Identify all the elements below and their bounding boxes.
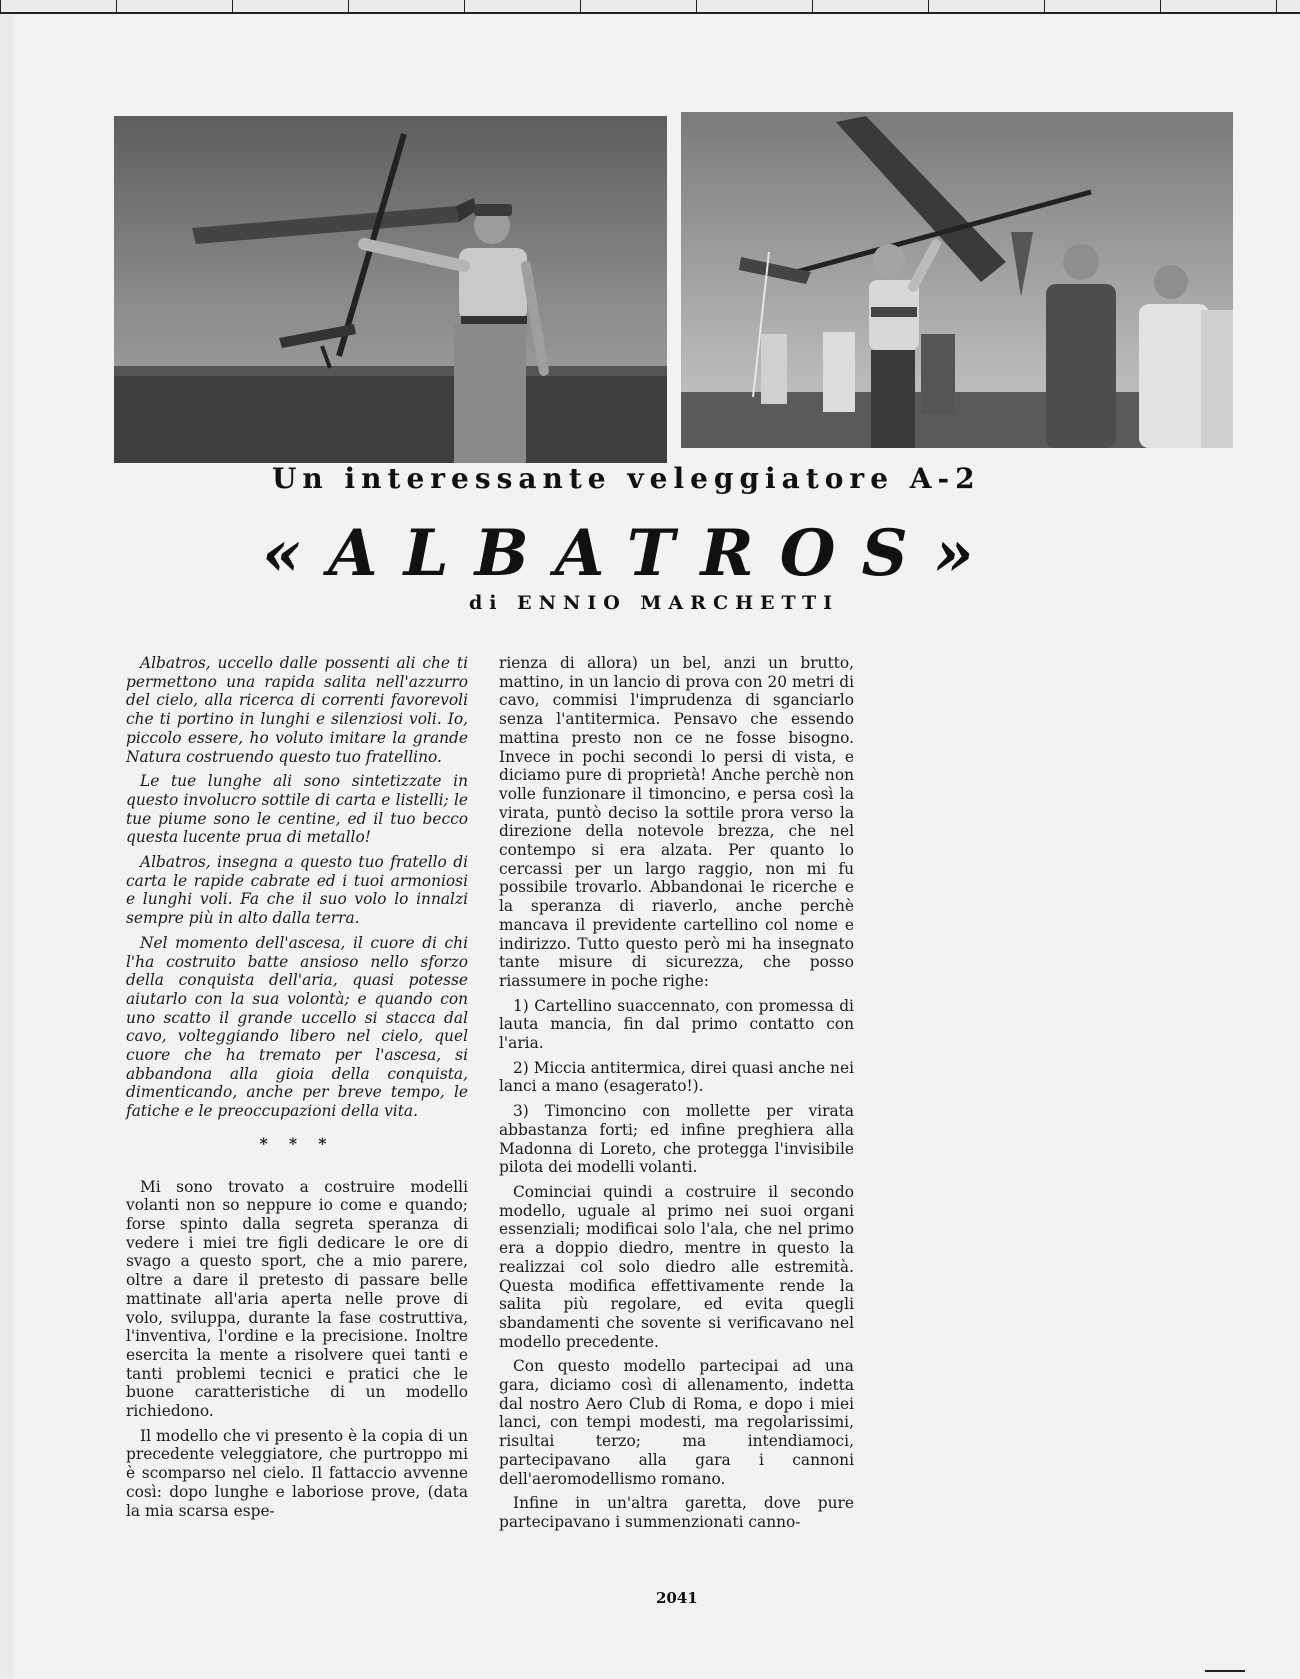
list-item: 1) Cartellino suaccennato, con promessa di lauta mancia, fin dal primo contatto con l'aria. [499,996,854,1053]
scan-ruler-edge [0,0,1300,14]
text-column-2 [499,654,854,1538]
article-title: «ALBATROS» [262,516,1000,591]
intro-poem [126,654,468,1121]
intro-paragraph: Le tue lunghe ali sono sintetizzate in questo involucro sottile di carta e listelli; le tue piume sono le centine, ed il tuo becco questa lucente prua di metallo! [126,772,468,847]
intro-paragraph: Albatros, insegna a questo tuo fratello di carta le rapide cabrate ed i tuoi armoniosi e lunghi voli. Fa che il suo volo lo innalzi sempre più in alto dalla terra. [126,853,468,928]
intro-paragraph: Nel momento dell'ascesa, il cuore di chi l'ha costruito batte ansioso nello sforzo della conquista dell'aria, quasi potesse aiutarlo con la sua volontà; e quando con uno scatto il grande uccello si stacca dal cavo, volteggiando libero nel cielo, quel cuore che ha tremato per l'ascesa, si abbandona alla gioia della conquista, dimenticando, anche per breve tempo, le fatiche e le preoccupazioni della vita. [126,933,468,1121]
list-item: 3) Timoncino con mollette per virata abbastanza forti; ed infine preghiera alla Madonna di Loreto, che protegga l'invisibile pilota dei modelli volanti. [499,1102,854,1177]
headline: Un interessante veleggiatore A-2 [272,462,981,495]
text-column-1 [126,654,468,1526]
byline: di ENNIO MARCHETTI [469,592,839,614]
section-separator: * * * [259,1134,335,1153]
body-paragraph: rienza di allora) un bel, anzi un brutto, mattino, in un lancio di prova con 20 metri di cavo, commisi l'imprudenza di sganciarlo senza l'antitermica. Pensavo che essendo mattina presto non ce ne fosse bisogno. Invece in pochi secondi lo persi di vista, e diciamo pure di proprietà! Anche perchè non volle funzionare il timoncino, e persa così la virata, puntò deciso la sottile prora verso la direzione della notevole brezza, che nel contempo si era alzata. Per quanto lo cercassi per un largo raggio, non mi fu possibile trovarlo. Abbandonai le ricerche e la speranza di riaverlo, anche perchè mancava il previdente cartellino col nome e indirizzo. Tutto questo però mi ha insegnato tante misure di sicurezza, che posso riassumere in poche righe: [499,654,854,990]
photo-man-launching-glider [114,116,667,463]
body-paragraph: Cominciai quindi a costruire il secondo modello, uguale al primo nei suoi organi essenziali; modificai solo l'ala, che nel primo era a doppio diedro, mentre in questo la realizzai col solo diedro alle estremità. Questa modifica effettivamente rende la salita più regolare, ed evita quegli sbandamenti che sovente si verificavano nel modello precedente. [499,1182,854,1351]
body-paragraph: Il modello che vi presento è la copia di un precedente veleggiatore, che purtroppo mi è scomparso nel cielo. Il fattaccio avvenne così: dopo lunghe e laboriose prove, (data la mia scarsa espe- [126,1426,468,1520]
page-number: 2041 [656,1589,698,1607]
body-paragraph: Mi sono trovato a costruire modelli volanti non so neppure io come e quando; forse spinto dalla segreta speranza di vedere i miei tre figli dedicare le ore di svago a questo sport, che a mio parere, oltre a dare il pretesto di passare belle mattinate all'aria aperta nelle prove di volo, sviluppa, durante la fase costruttiva, l'inventiva, l'ordine e la precisione. Inoltre esercita la mente a risolvere quei tanti e tanti problemi tecnici e pratici che le buone caratteristiche di un modello richiedono. [126,1177,468,1421]
list-item: 2) Miccia antitermica, direi quasi anche nei lanci a mano (esagerato!). [499,1058,854,1096]
body-paragraph: Infine in un'altra garetta, dove pure partecipavano i summenzionati canno- [499,1494,854,1531]
scan-edge-mark [1205,1670,1245,1672]
body-paragraph: Con questo modello partecipai ad una gara, diciamo così di allenamento, indetta dal nostro Aero Club di Roma, e dopo i miei lanci, con tempi modesti, ma regolarissimi, risultai terzo; ma intendiamoci, partecipavano alla gara i cannoni dell'aeromodellismo romano. [499,1357,854,1488]
photo-boy-launching-glider-crowd [681,112,1233,448]
intro-paragraph: Albatros, uccello dalle possenti ali che ti permettono una rapida salita nell'azzurro del cielo, alla ricerca di correnti favorevoli che ti portino in lunghi e silenziosi voli. Io, piccolo essere, ho voluto imitare la grande Natura costruendo questo tuo fratellino. [126,654,468,766]
magazine-page [14,14,1300,1679]
